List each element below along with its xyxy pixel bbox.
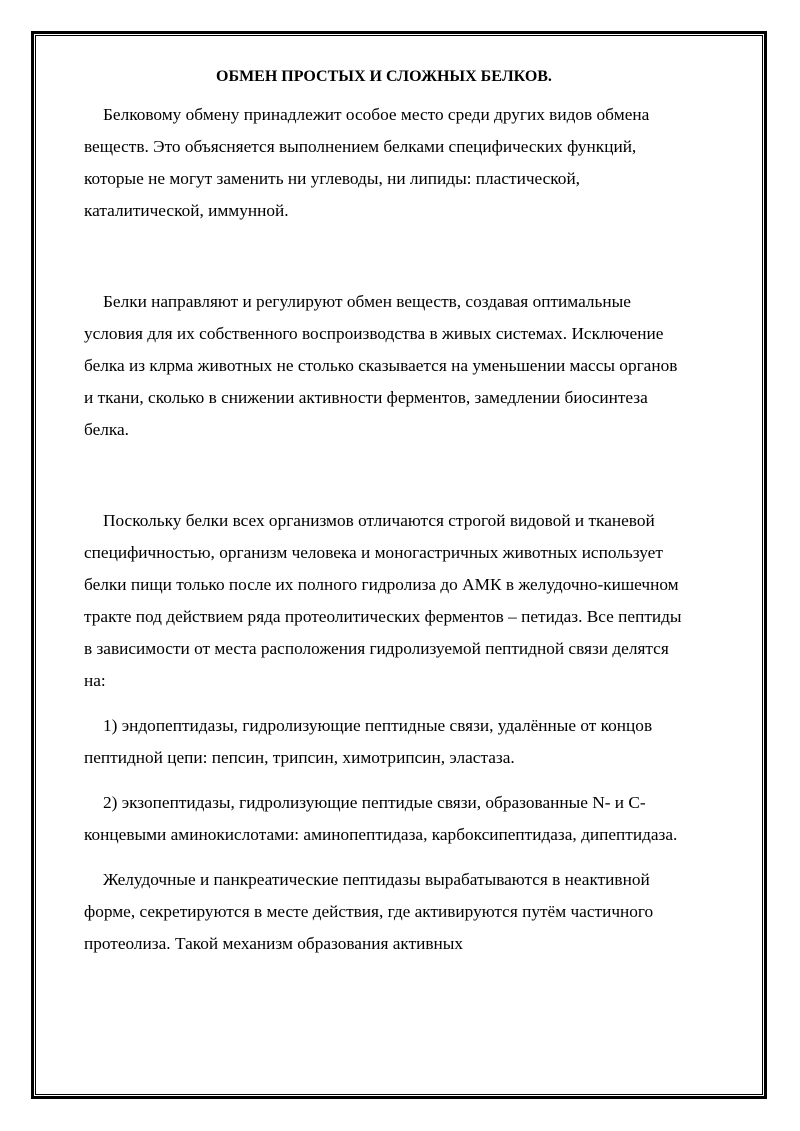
paragraph-spacer (84, 774, 684, 787)
list-item-endopeptidases: 1) эндопептидазы, гидролизующие пептидные связи, удалённые от концов пептидной цепи: пепсин, трипсин, химотрипсин, эластаза. (84, 716, 653, 767)
document-title: ОБМЕН ПРОСТЫХ И СЛОЖНЫХ БЕЛКОВ. (216, 68, 552, 85)
paragraph-activation: Желудочные и панкреатические пептидазы вырабатываются в неактивной форме, секретируются в месте действия, где активируются путём частичного протеолиза. Такой механизм образования активных (84, 870, 654, 953)
paragraph-peptidases: Поскольку белки всех организмов отличаются строгой видовой и тканевой специфичностью, организм человека и моногастричных животных использует белки пищи только после их полного гидролиза до АМК в желудочно-кишечном тракте под действием ряда протеолитических ферментов – петидаз. Все пептиды в зависимости от места расположения гидролизуемой пептидной связи делятся на: (84, 511, 682, 690)
paragraph-intro: Белковому обмену принадлежит особое место среди других видов обмена веществ. Это объясняется выполнением белками специфических функций, которые не могут заменить ни углеводы, ни липиды: пластической, каталитической, иммунной. (84, 105, 650, 220)
paragraph-spacer (84, 227, 684, 286)
document-body (84, 66, 684, 960)
paragraph-spacer (84, 851, 684, 864)
paragraph-spacer (84, 697, 684, 710)
paragraph-regulation: Белки направляют и регулируют обмен веществ, создавая оптимальные условия для их собственного воспроизводства в живых системах. Исключение белка из клрма животных не столько сказывается на уменьшении массы органов и ткани, сколько в снижении активности ферментов, замедлении биосинтеза белка. (84, 292, 678, 439)
paragraph-spacer (84, 446, 684, 505)
list-item-exopeptidases: 2) экзопептидазы, гидролизующие пептидые связи, образованные N- и С-концевыми аминокислотами: аминопептидаза, карбоксипептидаза, дипептидаза. (84, 793, 678, 844)
